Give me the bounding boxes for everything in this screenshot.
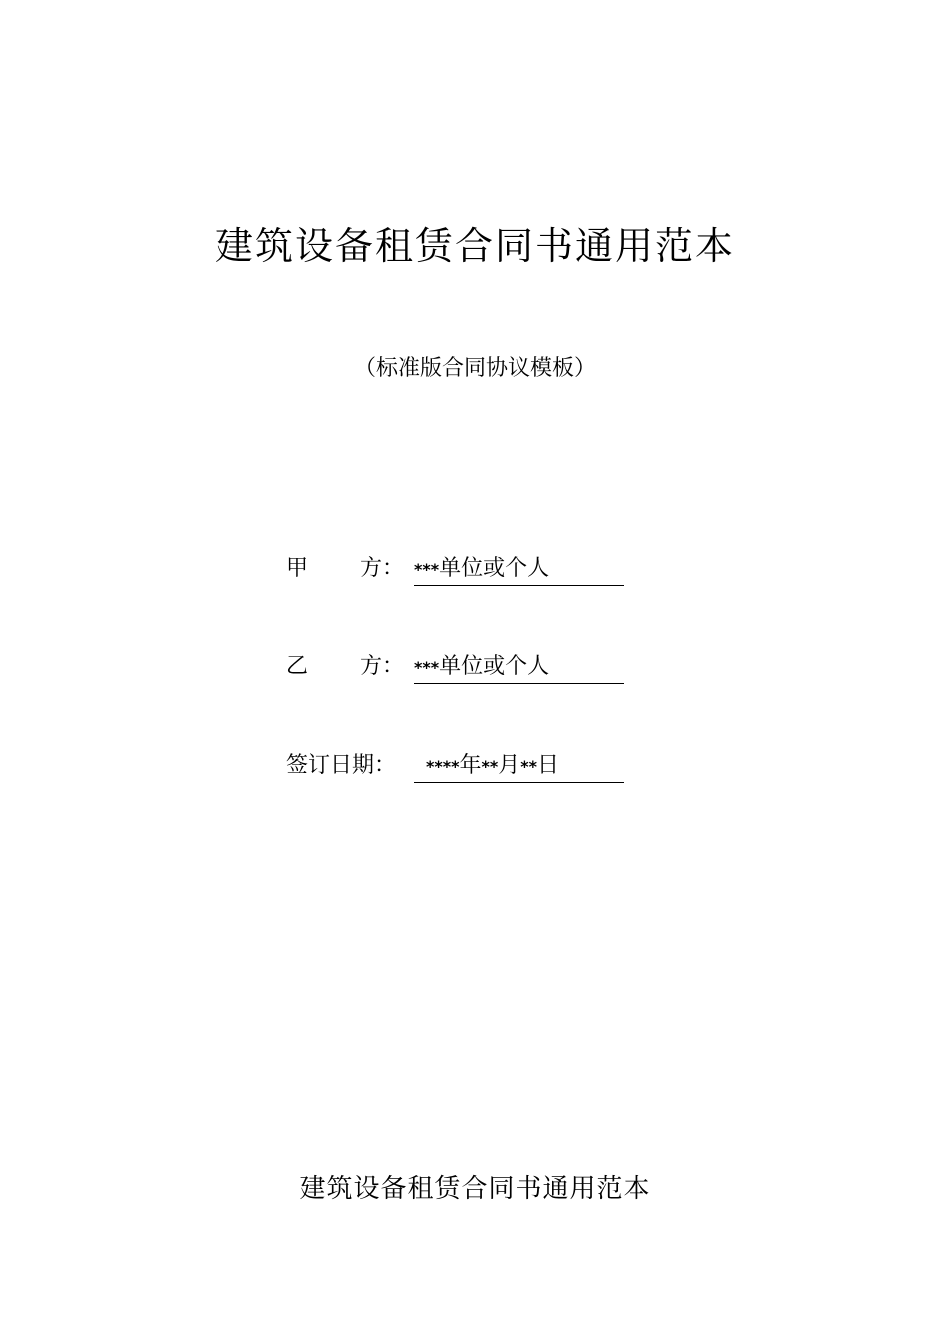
sign-date-label: 签订日期：	[286, 753, 397, 778]
party-b-field	[286, 650, 624, 684]
party-a-value: ***单位或个人	[414, 554, 624, 586]
party-b-label: 乙 方：	[286, 654, 405, 679]
document-subtitle: （标准版合同协议模板）	[353, 356, 596, 381]
party-a-label: 甲 方：	[286, 556, 405, 581]
document-footer: 建筑设备租赁合同书通用范本	[299, 1174, 651, 1204]
sign-date-field	[286, 749, 624, 783]
party-a-field	[286, 552, 624, 586]
party-b-value: ***单位或个人	[414, 652, 624, 684]
sign-date-value: ****年**月**日	[414, 751, 624, 783]
document-title: 建筑设备租赁合同书通用范本	[214, 224, 735, 268]
